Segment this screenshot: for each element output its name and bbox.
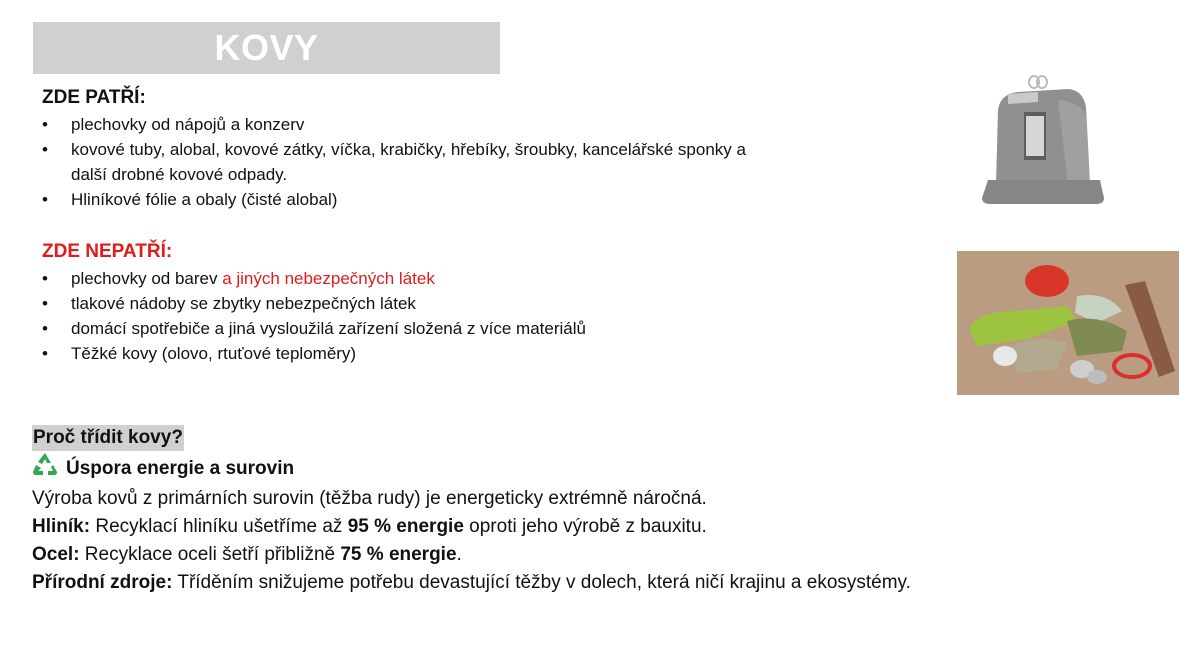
metal-waste-photo [957,251,1179,395]
steel-percent: 75 % energie [340,544,457,565]
why-subheading-row [32,452,911,485]
list-item: • Hliníkové fólie a obaly (čisté alobal) [42,187,762,212]
item-text-highlight: a jiných nebezpečných látek [222,269,435,288]
belongs-heading: ZDE PATŘÍ: [42,87,146,108]
not-belongs-section [42,238,742,366]
steel-paragraph [32,541,911,569]
why-sort-section [32,424,911,597]
not-belongs-list [42,266,742,366]
recycle-icon [32,452,58,485]
aluminium-text: Recyklací hliníku ušetříme až [90,516,348,537]
aluminium-label: Hliník: [32,516,91,537]
belongs-section [42,84,762,212]
belongs-list [42,112,762,212]
page-title: KOVY [214,27,319,68]
aluminium-percent: 95 % energie [347,516,464,537]
nature-text: Tříděním snižujeme potřebu devastující těžby v dolech, která ničí krajinu a ekosystémy. [172,572,911,593]
steel-text: Recyklace oceli šetří přibližně [79,544,341,565]
metal-bin-image [978,72,1108,212]
list-item: • kovové tuby, alobal, kovové zátky, víčka, krabičky, hřebíky, šroubky, kancelářské sponky a další drobné kovové odpady. [42,137,762,187]
list-item [42,266,742,291]
steel-label: Ocel: [32,544,80,565]
list-item: • tlakové nádoby se zbytky nebezpečných látek [42,291,742,316]
intro-text: Výroba kovů z primárních surovin (těžba rudy) je energeticky extrémně náročná. [32,488,707,509]
why-question: Proč třídit kovy? [32,425,184,451]
list-item: • Těžké kovy (olovo, rtuťové teploměry) [42,341,742,366]
nature-label: Přírodní zdroje: [32,572,173,593]
steel-text-end: . [456,544,462,565]
item-text: plechovky od barev [71,269,223,288]
list-item: • domácí spotřebiče a jiná vysloužilá zařízení složená z více materiálů [42,316,742,341]
not-belongs-heading: ZDE NEPATŘÍ: [42,241,173,262]
aluminium-text-end: oproti jeho výrobě z bauxitu. [463,516,707,537]
nature-paragraph [32,569,911,597]
why-subheading: Úspora energie a surovin [66,457,295,479]
title-banner [33,22,500,74]
list-item: • plechovky od nápojů a konzerv [42,112,762,137]
aluminium-paragraph [32,513,911,541]
